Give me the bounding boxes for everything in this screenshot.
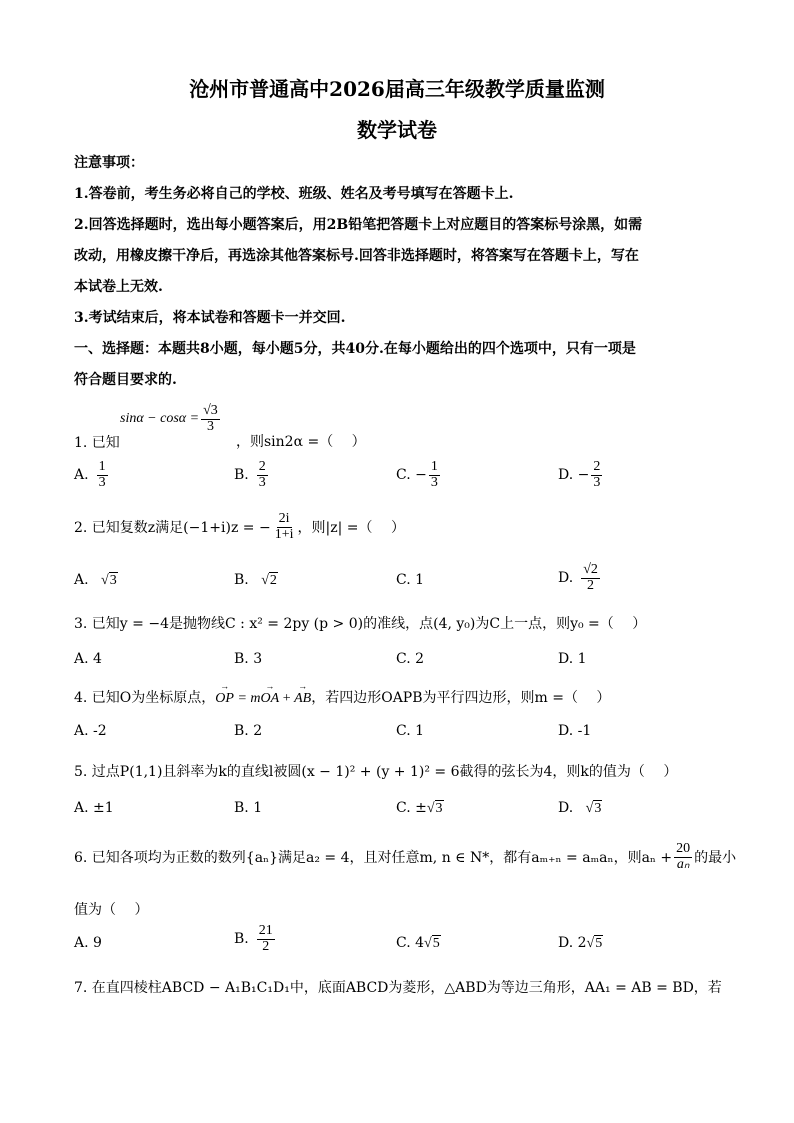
q6-pre: 6. 已知各项均为正数的数列{aₙ}满足a₂ = 4，且对任意m, n ∈ N*，都有aₘ₊ₙ = aₘaₙ，则aₙ +: [74, 850, 673, 867]
q2-option-a-sqrt: √3: [101, 573, 117, 588]
q1-option-c-frac: [429, 460, 440, 490]
q6-stem: [74, 842, 736, 872]
q4-option-a: A. -2: [74, 723, 107, 739]
q6-b-num: 21: [258, 923, 273, 938]
q2-frac-den: 1+i: [274, 526, 294, 542]
q1-option-b: [234, 460, 270, 490]
q3-stem: 3. 已知y = −4是抛物线C : x² = 2py (p > 0)的准线，点(4, y₀)为C上一点，则y₀ =（ ）: [74, 616, 647, 632]
q1-option-c: [396, 460, 442, 490]
q4-stem: [74, 687, 610, 707]
notes-heading: 注意事项：: [74, 155, 144, 171]
q5-option-a: A. ±1: [74, 800, 114, 816]
q2-a-radicand: 3: [109, 573, 117, 588]
q6-d-radicand: 5: [595, 936, 603, 951]
q4-option-d: D. -1: [558, 723, 592, 739]
q4-pre: 4. 已知O为坐标原点，: [74, 690, 216, 706]
q6-frac-den: aₙ: [676, 856, 690, 872]
q1-b-num: 2: [258, 459, 266, 474]
q1-fraction-num: √3: [203, 403, 218, 418]
q6-option-a: A. 9: [74, 935, 102, 951]
q1-option-b-label: B.: [234, 467, 249, 484]
section-1-line2: 符合题目要求的.: [74, 372, 177, 388]
q1-option-a-frac: [97, 460, 108, 490]
q6-option-c: [396, 935, 441, 952]
q7-stem: 7. 在直四棱柱ABCD − A₁B₁C₁D₁中，底面ABCD为菱形，△ABD为等边三角形，AA₁ = AB = BD，若: [74, 980, 722, 996]
q1-c-num: 1: [430, 459, 438, 474]
section-1-line1: 一、选择题：本题共8小题，每小题5分，共40分.在每小题给出的四个选项中，只有一项是: [74, 341, 636, 357]
q3-option-c: C. 2: [396, 651, 425, 667]
q2-option-b: [234, 572, 278, 589]
q2-option-b-label: B.: [234, 572, 249, 588]
q2-option-d-label: D.: [558, 570, 574, 587]
note-1: 1.答卷前，考生务必将自己的学校、班级、姓名及考号填写在答题卡上.: [74, 186, 514, 202]
q1-number: 1. 已知: [74, 435, 120, 451]
q1-fraction-den: 3: [206, 418, 214, 434]
q1-option-c-label: C. −: [396, 467, 427, 484]
q6-option-d-sqrt: √5: [586, 936, 603, 951]
q4-plus: +: [279, 691, 295, 706]
q4-option-c: C. 1: [396, 723, 425, 739]
q1-a-den: 3: [98, 474, 106, 490]
q5-option-d-sqrt: √3: [585, 801, 602, 816]
q6-post: 的最小: [694, 850, 737, 867]
q4-vector-op: → OP: [215, 691, 234, 707]
q1-option-d-label: D. −: [558, 467, 590, 484]
q6-option-b-frac: [257, 924, 275, 954]
q5-option-d-label: D.: [558, 800, 574, 816]
q1-option-b-frac: [257, 460, 268, 490]
q5-option-b: B. 1: [234, 800, 263, 816]
q5-option-d: [558, 800, 602, 817]
q2-stem: [74, 512, 405, 542]
q1-fraction: [201, 404, 220, 434]
q2-d-den: 2: [587, 577, 595, 593]
exam-subtitle: 数学试卷: [357, 118, 437, 142]
q2-option-b-sqrt: √2: [261, 573, 277, 588]
q5-c-radicand: 3: [435, 801, 443, 816]
q3-option-b: B. 3: [234, 651, 263, 667]
q6-stem-line2: 值为（ ）: [74, 902, 149, 918]
q5-option-c-sqrt: √3: [426, 801, 443, 816]
note-2-line3: 本试卷上无效.: [74, 279, 163, 295]
q1-stem: [120, 404, 222, 434]
q2-d-num: √2: [583, 562, 598, 577]
q2-fraction: [273, 512, 296, 542]
q6-option-d: [558, 935, 603, 952]
q1-c-den: 3: [430, 474, 438, 490]
exam-title: 沧州市普通高中2026届高三年级教学质量监测: [189, 77, 605, 101]
q6-frac-num: 20: [676, 841, 691, 856]
note-3: 3.考试结束后，将本试卷和答题卡一并交回.: [74, 310, 346, 326]
q4-vector-ab: → AB: [294, 691, 311, 707]
q5-d-radicand: 3: [594, 801, 602, 816]
note-2-line2: 改动，用橡皮擦干净后，再选涂其他答案标号.回答非选择题时，将答案写在答题卡上，写在: [74, 248, 639, 264]
q4-post: ，若四边形OAPB为平行四边形，则m =（ ）: [311, 690, 611, 706]
q1-equation: sinα − cosα =: [120, 411, 200, 427]
q1-a-num: 1: [98, 459, 106, 474]
q1-ask: ，则sin2α =（ ）: [236, 434, 366, 450]
q1-option-a: [74, 460, 110, 490]
q6-option-b: [234, 924, 277, 954]
q2-option-c: C. 1: [396, 572, 425, 588]
q1-option-a-label: A.: [74, 467, 89, 484]
q6-option-c-label: C. 4: [396, 935, 425, 951]
q6-b-den: 2: [262, 938, 270, 954]
q6-option-d-label: D. 2: [558, 935, 587, 951]
q2-option-a-label: A.: [74, 572, 89, 588]
q1-d-num: 2: [593, 459, 601, 474]
q6-c-radicand: 5: [432, 936, 440, 951]
q1-d-den: 3: [593, 474, 601, 490]
q5-option-c-label: C. ±: [396, 800, 427, 816]
q4-option-b: B. 2: [234, 723, 263, 739]
q1-b-den: 3: [258, 474, 266, 490]
q5-option-c: [396, 800, 444, 817]
q4-vector-oa: → OA: [261, 691, 280, 707]
q3-option-a: A. 4: [74, 651, 102, 667]
q2-pre: 2. 已知复数z满足(−1+i)z = −: [74, 520, 271, 537]
q2-option-a: [74, 572, 118, 589]
q6-option-b-label: B.: [234, 931, 249, 948]
q5-stem: 5. 过点P(1,1)且斜率为k的直线l被圆(x − 1)² + (y + 1)² = 6截得的弦长为4，则k的值为（ ）: [74, 764, 678, 780]
note-2-line1: 2.回答选择题时，选出每小题答案后，用2B铅笔把答题卡上对应题目的答案标号涂黑，如需: [74, 217, 643, 233]
q4-eq: = m: [233, 691, 261, 706]
q6-option-c-sqrt: √5: [424, 936, 440, 951]
q2-b-radicand: 2: [269, 573, 277, 588]
q2-option-d: [558, 563, 602, 593]
q2-ask: ，则|z| =（ ）: [297, 520, 405, 537]
q6-fraction: [674, 842, 692, 872]
q1-option-d: [558, 460, 604, 490]
q1-option-d-frac: [591, 460, 602, 490]
q2-frac-num: 2i: [278, 511, 290, 526]
q3-option-d: D. 1: [558, 651, 587, 667]
q2-option-d-frac: [581, 563, 600, 593]
